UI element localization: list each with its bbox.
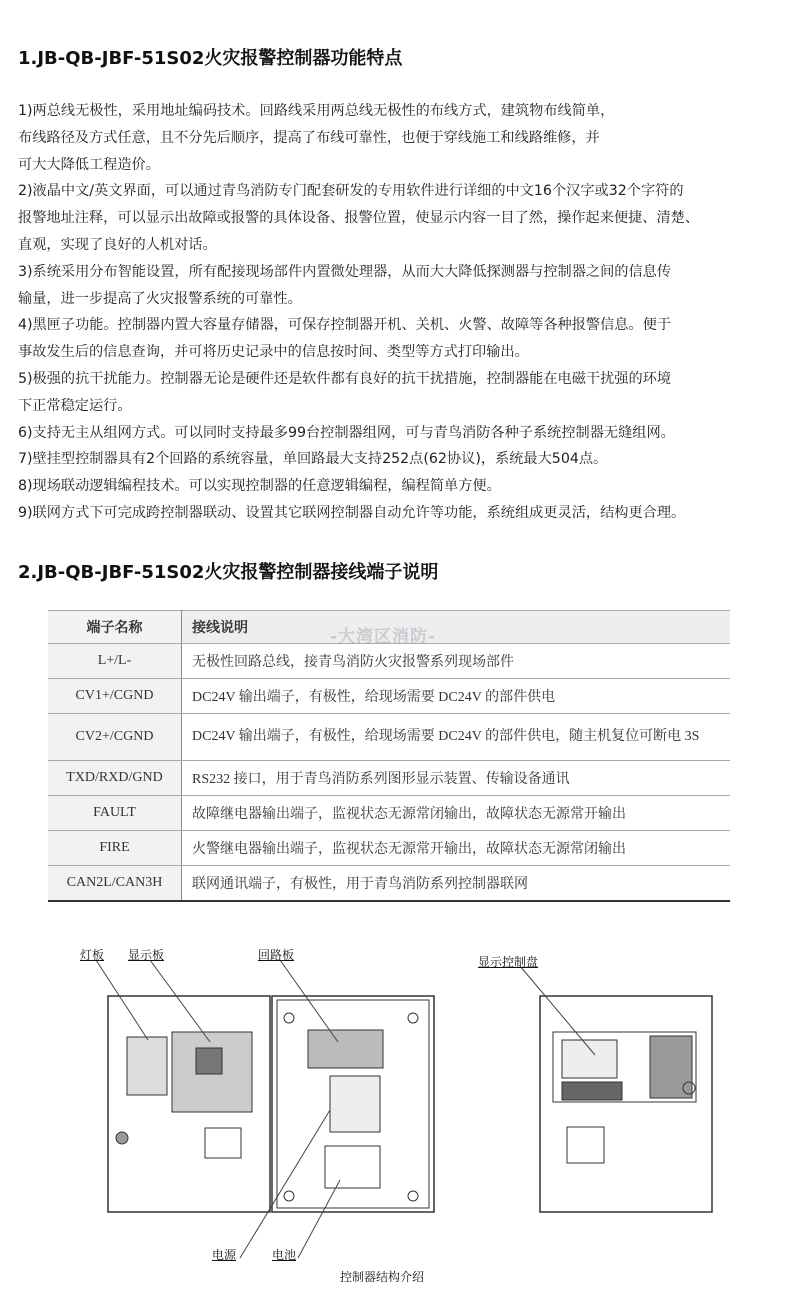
feature-line: 报警地址注释，可以显示出故障或报警的具体设备、报警位置，使显示内容一目了然，操作起来便捷、清楚、: [18, 210, 700, 227]
feature-line: 下正常稳定运行。: [18, 397, 132, 414]
label-loop-board: 回路板: [258, 948, 295, 962]
terminal-name: CV2+/CGND: [48, 714, 182, 761]
feature-line: 直观，实现了良好的人机对话。: [18, 236, 217, 253]
terminal-name: FIRE: [48, 831, 182, 866]
label-display-board: 显示板: [128, 948, 165, 962]
feature-line: 2)液晶中文/英文界面，可以通过青鸟消防专门配套研发的专用软件进行详细的中文16个汉字或32个字符的: [18, 183, 684, 200]
terminal-name: CV1+/CGND: [48, 679, 182, 714]
cabinet-front-drawing: [540, 996, 712, 1212]
diagram-caption: 控制器结构介绍: [340, 1270, 425, 1284]
terminal-description: RS232 接口，用于青鸟消防系列图形显示装置、传输设备通讯: [182, 761, 731, 796]
label-display-control-panel: 显示控制盘: [478, 955, 539, 969]
cabinet-open-drawing: [108, 996, 434, 1212]
feature-line: 事故发生后的信息查询，并可将历史记录中的信息按时间、类型等方式打印输出。: [18, 344, 529, 361]
feature-line: 9)联网方式下可完成跨控制器联动、设置其它联网控制器自动允许等功能，系统组成更灵活，结构更合理。: [18, 504, 686, 521]
terminal-description: DC24V 输出端子，有极性，给现场需要 DC24V 的部件供电，随主机复位可断电 3S: [182, 714, 731, 761]
terminal-description: DC24V 输出端子，有极性，给现场需要 DC24V 的部件供电: [182, 679, 731, 714]
terminal-name: CAN2L/CAN3H: [48, 866, 182, 902]
feature-line: 3)系统采用分布智能设置，所有配接现场部件内置微处理器，从而大大降低探测器与控制器之间的信息传: [18, 263, 672, 280]
feature-line: 输量，进一步提高了火灾报警系统的可靠性。: [18, 290, 302, 307]
feature-line: 4)黑匣子功能。控制器内置大容量存储器，可保存控制器开机、关机、火警、故障等各种报警信息。便于: [18, 317, 672, 334]
header-terminal-name: 端子名称: [48, 611, 182, 644]
terminal-name: FAULT: [48, 796, 182, 831]
feature-line: 6)支持无主从组网方式。可以同时支持最多99台控制器组网，可与青鸟消防各种子系统控制器无缝组网。: [18, 424, 675, 441]
terminal-name: L+/L-: [48, 644, 182, 679]
terminal-description: 火警继电器输出端子，监视状态无源常开输出，故障状态无源常闭输出: [182, 831, 731, 866]
feature-line: 5)极强的抗干扰能力。控制器无论是硬件还是软件都有良好的抗干扰措施，控制器能在电磁干扰强的环境: [18, 370, 672, 387]
feature-line: 可大大降低工程造价。: [18, 156, 160, 173]
terminal-description: 联网通讯端子，有极性，用于青鸟消防系列控制器联网: [182, 866, 731, 902]
feature-line: 7)壁挂型控制器具有2个回路的系统容量，单回路最大支持252点(62协议)，系统最大504点。: [18, 451, 608, 468]
terminal-description: 故障继电器输出端子，监视状态无源常闭输出，故障状态无源常开输出: [182, 796, 731, 831]
label-power-supply: 电源: [212, 1248, 237, 1262]
header-description: 接线说明: [182, 611, 731, 644]
section1-title: 1.JB-QB-JBF-51S02火灾报警控制器功能特点: [18, 48, 403, 69]
feature-line: 8)现场联动逻辑编程技术。可以实现控制器的任意逻辑编程，编程简单方便。: [18, 478, 501, 495]
section2-title: 2.JB-QB-JBF-51S02火灾报警控制器接线端子说明: [18, 562, 439, 583]
terminal-name: TXD/RXD/GND: [48, 761, 182, 796]
watermark: -大湾区消防-: [330, 627, 437, 647]
feature-line: 1)两总线无极性，采用地址编码技术。回路线采用两总线无极性的布线方式，建筑物布线简单，: [18, 103, 615, 119]
label-battery: 电池: [272, 1248, 297, 1262]
feature-line: 布线路径及方式任意，且不分先后顺序，提高了布线可靠性，也便于穿线施工和线路维修，并: [18, 129, 600, 146]
terminal-description: 无极性回路总线，接青鸟消防火灾报警系列现场部件: [182, 644, 731, 679]
label-light-board: 灯板: [80, 948, 105, 962]
